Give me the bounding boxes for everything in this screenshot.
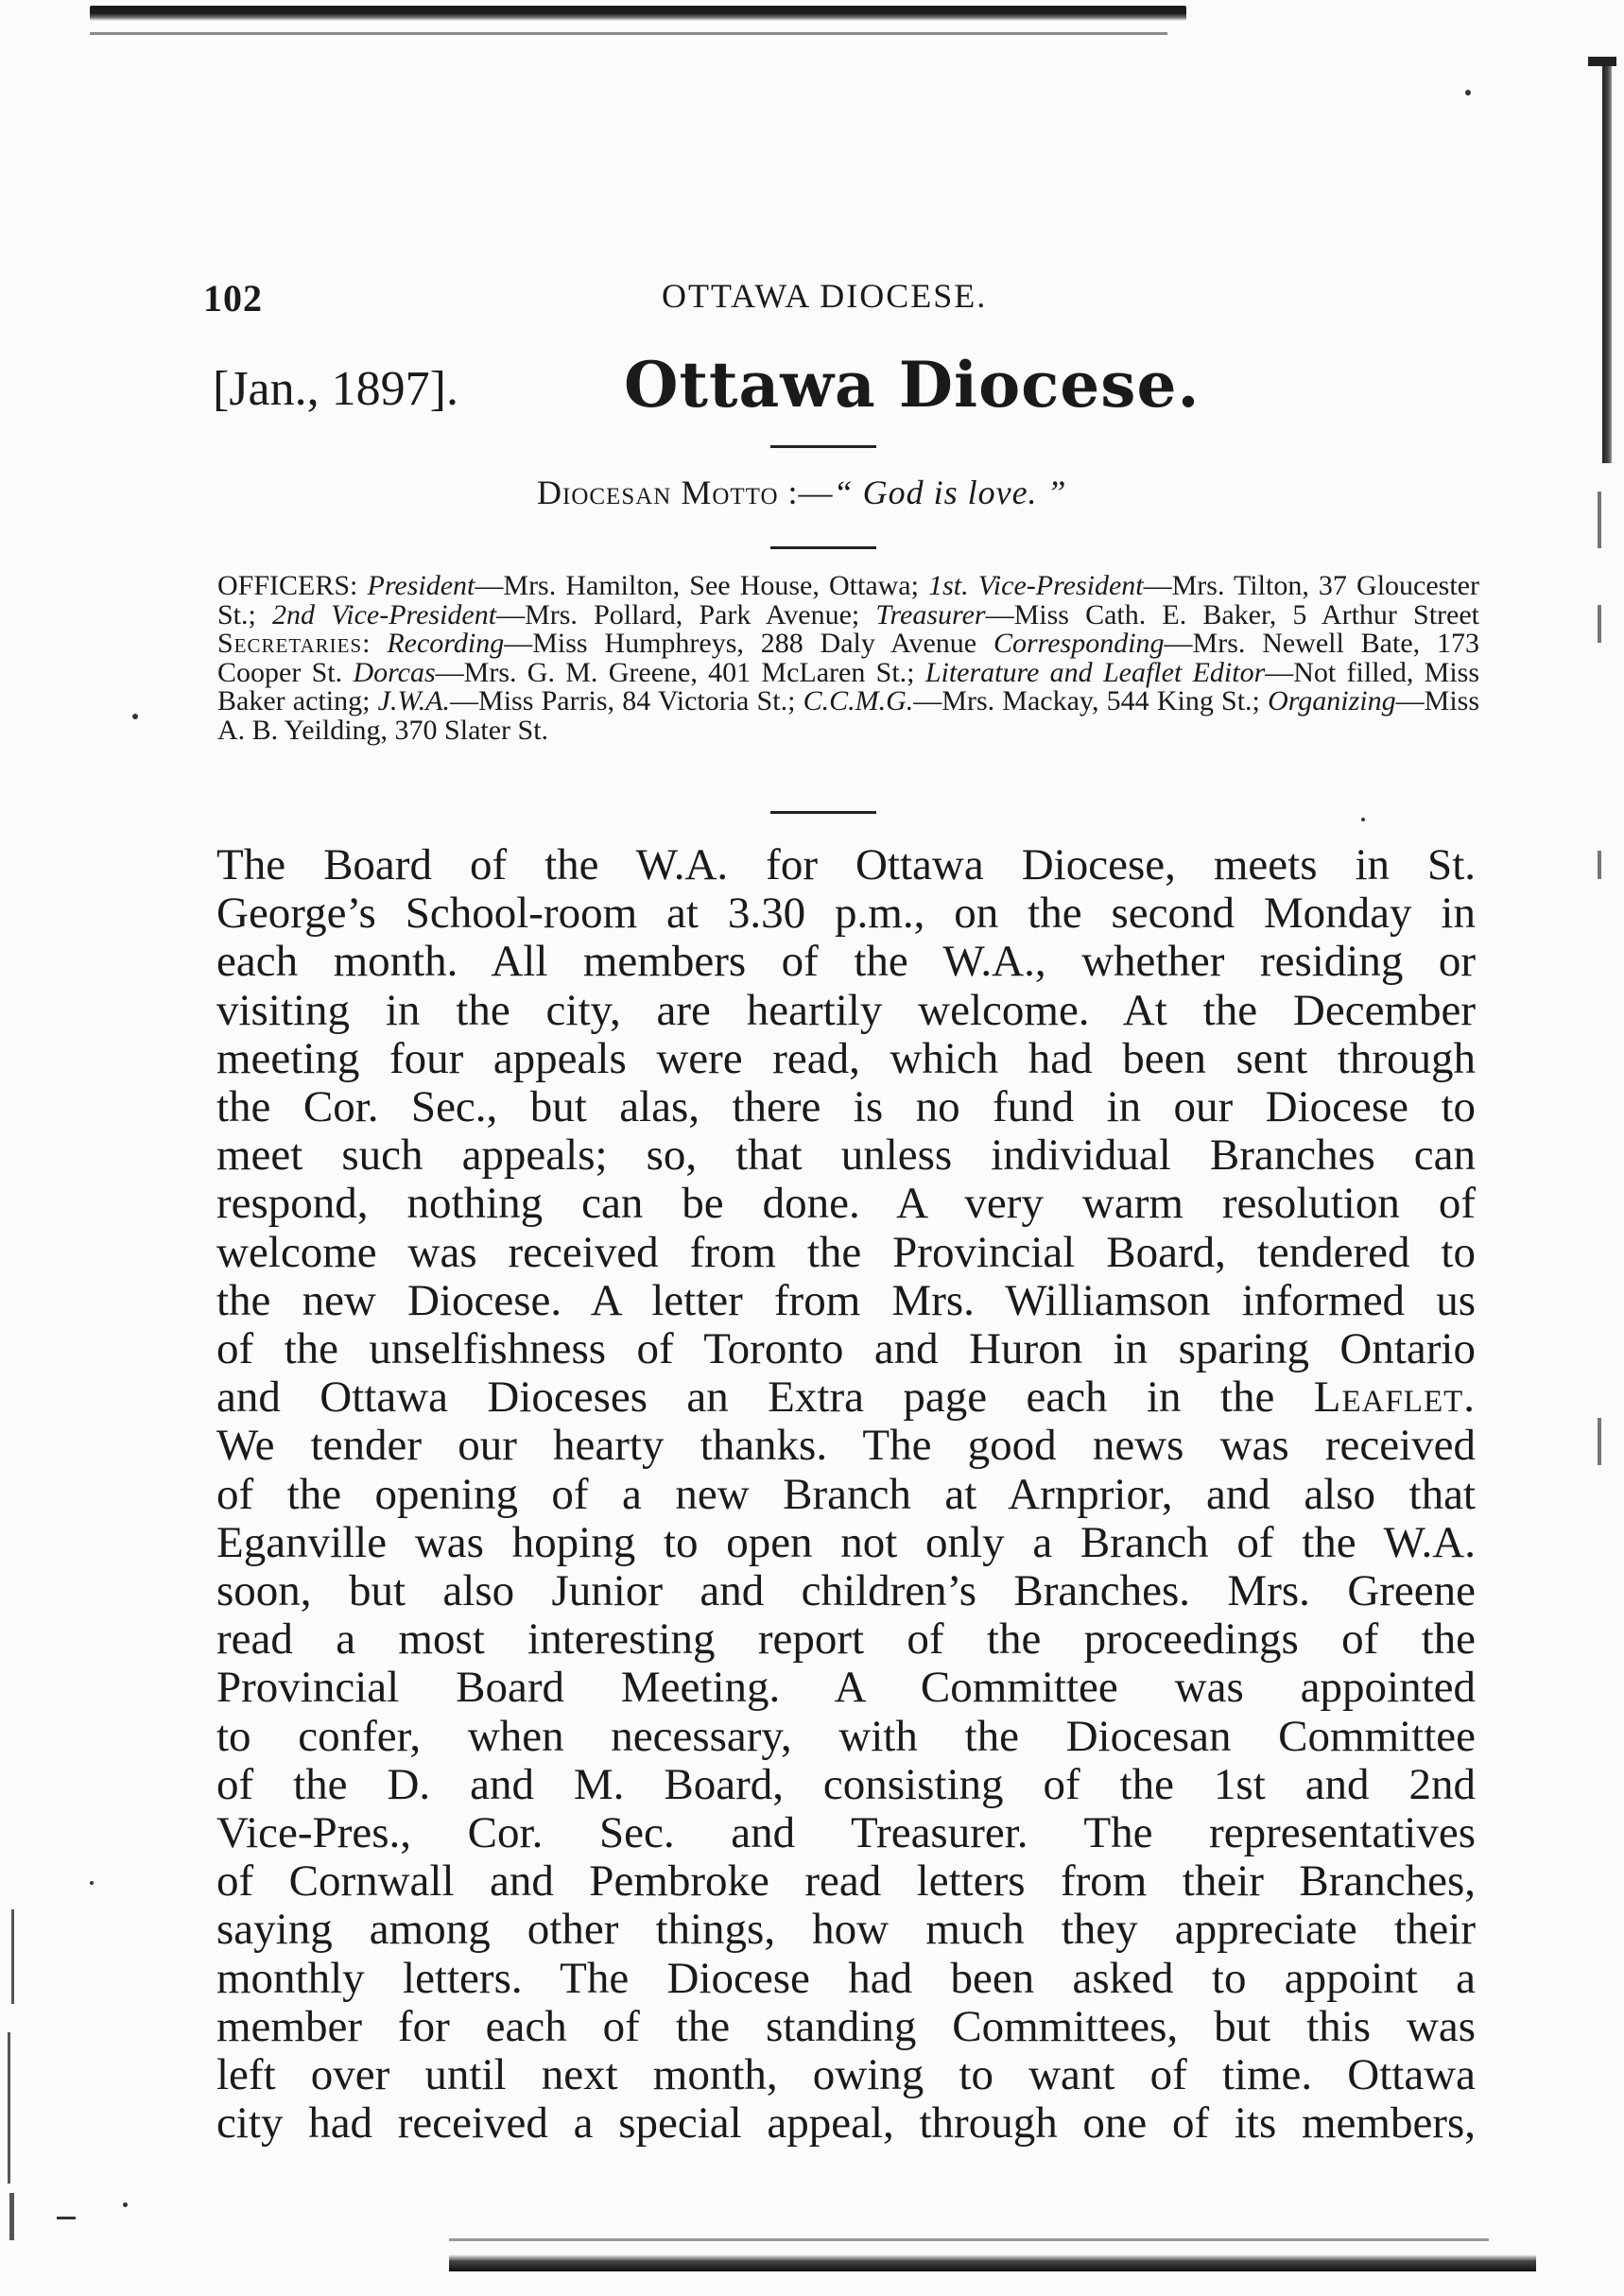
paragraph-line: city had received a special appeal, through one of its members, <box>216 2098 1476 2149</box>
officer-title: Recording <box>387 628 505 659</box>
officer-title: J.W.A. <box>377 685 451 716</box>
paragraph-line: read a most interesting report of the proceedings of the <box>216 1614 1476 1665</box>
paragraph-line-text: and Ottawa Dioceses an Extra page each in the <box>216 1372 1275 1423</box>
paragraph-line: of the D. and M. Board, consisting of the 1st and 2nd <box>216 1759 1476 1809</box>
paragraph-line: saying among other things, how much they appreciate their <box>216 1905 1476 1955</box>
officer-title: Dorcas <box>353 656 436 688</box>
leaflet-word: Leaflet. <box>1313 1372 1477 1423</box>
scan-edge-bottom <box>449 2254 1536 2271</box>
officer-entry: —Mrs. Hamilton, See House, Ottawa; <box>475 570 929 601</box>
motto-separator: :— <box>778 474 834 511</box>
officer-title: C.C.M.G. <box>803 685 914 716</box>
scan-edge-top-thin <box>90 32 1167 35</box>
scan-edge-left <box>9 2193 14 2240</box>
officer-title: Corresponding <box>993 628 1165 659</box>
paragraph-line: to confer, when necessary, with the Diocesan Committee <box>216 1711 1476 1761</box>
officers-heading: OFFICERS: <box>217 570 358 601</box>
paragraph-line: welcome was received from the Provincial Board, tendered to <box>216 1227 1476 1277</box>
officer-entry: —Miss Humphreys, 288 Daly Avenue <box>504 628 993 659</box>
running-head: OTTAWA DIOCESE. <box>662 277 988 315</box>
title-rule <box>770 445 876 448</box>
scan-speck <box>123 2202 128 2207</box>
scan-speck <box>132 714 138 719</box>
scan-speck <box>90 1881 94 1885</box>
paragraph-line: respond, nothing can be done. A very warm resolution of <box>216 1179 1476 1229</box>
officer-title: 1st. Vice-President <box>928 570 1144 601</box>
paragraph-line: member for each of the standing Committees, but this was <box>216 2001 1476 2051</box>
officer-title: Treasurer <box>875 598 986 630</box>
officer-entry: —Miss A. B. Yeilding, 370 Slater St. <box>217 685 1479 746</box>
officer-title: 2nd Vice-President <box>272 598 497 630</box>
paragraph-line: meet such appeals; so, that unless individual Branches can <box>216 1131 1476 1181</box>
paragraph-line: The Board of the W.A. for Ottawa Diocese, meets in St. <box>216 840 1476 889</box>
paragraph-line: the Cor. Sec., but alas, there is no fund in our Diocese to <box>216 1082 1476 1132</box>
scan-edge-right-tick <box>1598 851 1601 879</box>
paragraph-line: of the unselfishness of Toronto and Huron in sparing Ontario <box>216 1324 1476 1374</box>
paragraph-line: visiting in the city, are heartily welcome. At the December <box>216 985 1476 1035</box>
page-number: 102 <box>203 277 263 319</box>
scan-edge-right-tick <box>1598 1418 1601 1465</box>
scan-speck <box>1361 818 1365 821</box>
scan-speck <box>57 2217 76 2219</box>
officer-entry: —Miss Parris, 84 Victoria St.; <box>450 685 803 716</box>
secretaries-label: Secretaries <box>217 628 363 659</box>
paragraph-line: meeting four appeals were read, which had been sent through <box>216 1033 1476 1083</box>
issue-date: [Jan., 1897]. <box>213 362 458 416</box>
officer-title: President <box>367 570 475 601</box>
paragraph-line-with-leaflet <box>216 1373 1476 1422</box>
scan-edge-bottom-thin <box>449 2238 1489 2241</box>
scan-edge-left <box>8 2032 10 2184</box>
officer-entry: —Mrs. Mackay, 544 King St.; <box>913 685 1269 716</box>
paragraph-line: George’s School-room at 3.30 p.m., on the second Monday in <box>216 889 1476 939</box>
paragraph-line: monthly letters. The Diocese had been asked to appoint a <box>216 1953 1476 2003</box>
officers-list <box>217 572 1479 745</box>
officer-entry: —Mrs. Tilton, 37 Gloucester St.; <box>217 570 1479 630</box>
paragraph-line: of Cornwall and Pembroke read letters from their Branches, <box>216 1856 1476 1907</box>
scan-edge-right-tick <box>1598 605 1601 643</box>
paragraph-line: Vice-Pres., Cor. Sec. and Treasurer. The representatives <box>216 1808 1476 1858</box>
paragraph-line: of the opening of a new Branch at Arnprior, and also that <box>216 1469 1476 1519</box>
paragraph-line: left over until next month, owing to want of time. Ottawa <box>216 2050 1476 2100</box>
scan-edge-right-tick <box>1598 492 1601 548</box>
officer-entry: —Mrs. Newell Bate, 173 Cooper St. <box>217 628 1479 688</box>
officer-entry: —Not filled, Miss Baker acting; <box>217 656 1480 716</box>
scan-edge-left <box>11 1909 14 2004</box>
paragraph-line: Provincial Board Meeting. A Committee was appointed <box>216 1663 1476 1713</box>
officers-rule <box>770 811 876 814</box>
paragraph-line: each month. All members of the W.A., whether residing or <box>216 937 1476 987</box>
secretaries-separator: : <box>362 628 388 659</box>
officer-entry: —Miss Cath. E. Baker, 5 Arthur Street <box>985 598 1480 630</box>
scan-edge-right-mark <box>1588 57 1616 66</box>
paragraph-line: soon, but also Junior and children’s Branches. Mrs. Greene <box>216 1566 1476 1616</box>
paragraph-line: Eganville was hoping to open not only a Branch of the W.A. <box>216 1517 1476 1567</box>
scan-edge-top <box>90 6 1186 21</box>
motto-label: Diocesan Motto <box>537 474 779 511</box>
paragraph-line: the new Diocese. A letter from Mrs. Williamson informed us <box>216 1275 1476 1325</box>
officer-title: Organizing <box>1268 685 1396 716</box>
officer-entry: —Mrs. G. M. Greene, 401 McLaren St.; <box>435 656 925 688</box>
scan-edge-right <box>1602 66 1612 463</box>
paragraph-line: We tender our hearty thanks. The good news was received <box>216 1421 1476 1471</box>
diocesan-motto <box>537 473 1067 512</box>
section-title: Ottawa Diocese. <box>624 348 1201 422</box>
motto-rule <box>770 546 876 549</box>
scan-speck <box>1465 90 1471 95</box>
officer-title: Literature and Leaflet Editor <box>924 656 1266 688</box>
officer-entry: —Mrs. Pollard, Park Avenue; <box>496 598 876 630</box>
motto-text: “ God is love. ” <box>833 474 1067 511</box>
report-paragraph <box>216 841 1476 2148</box>
